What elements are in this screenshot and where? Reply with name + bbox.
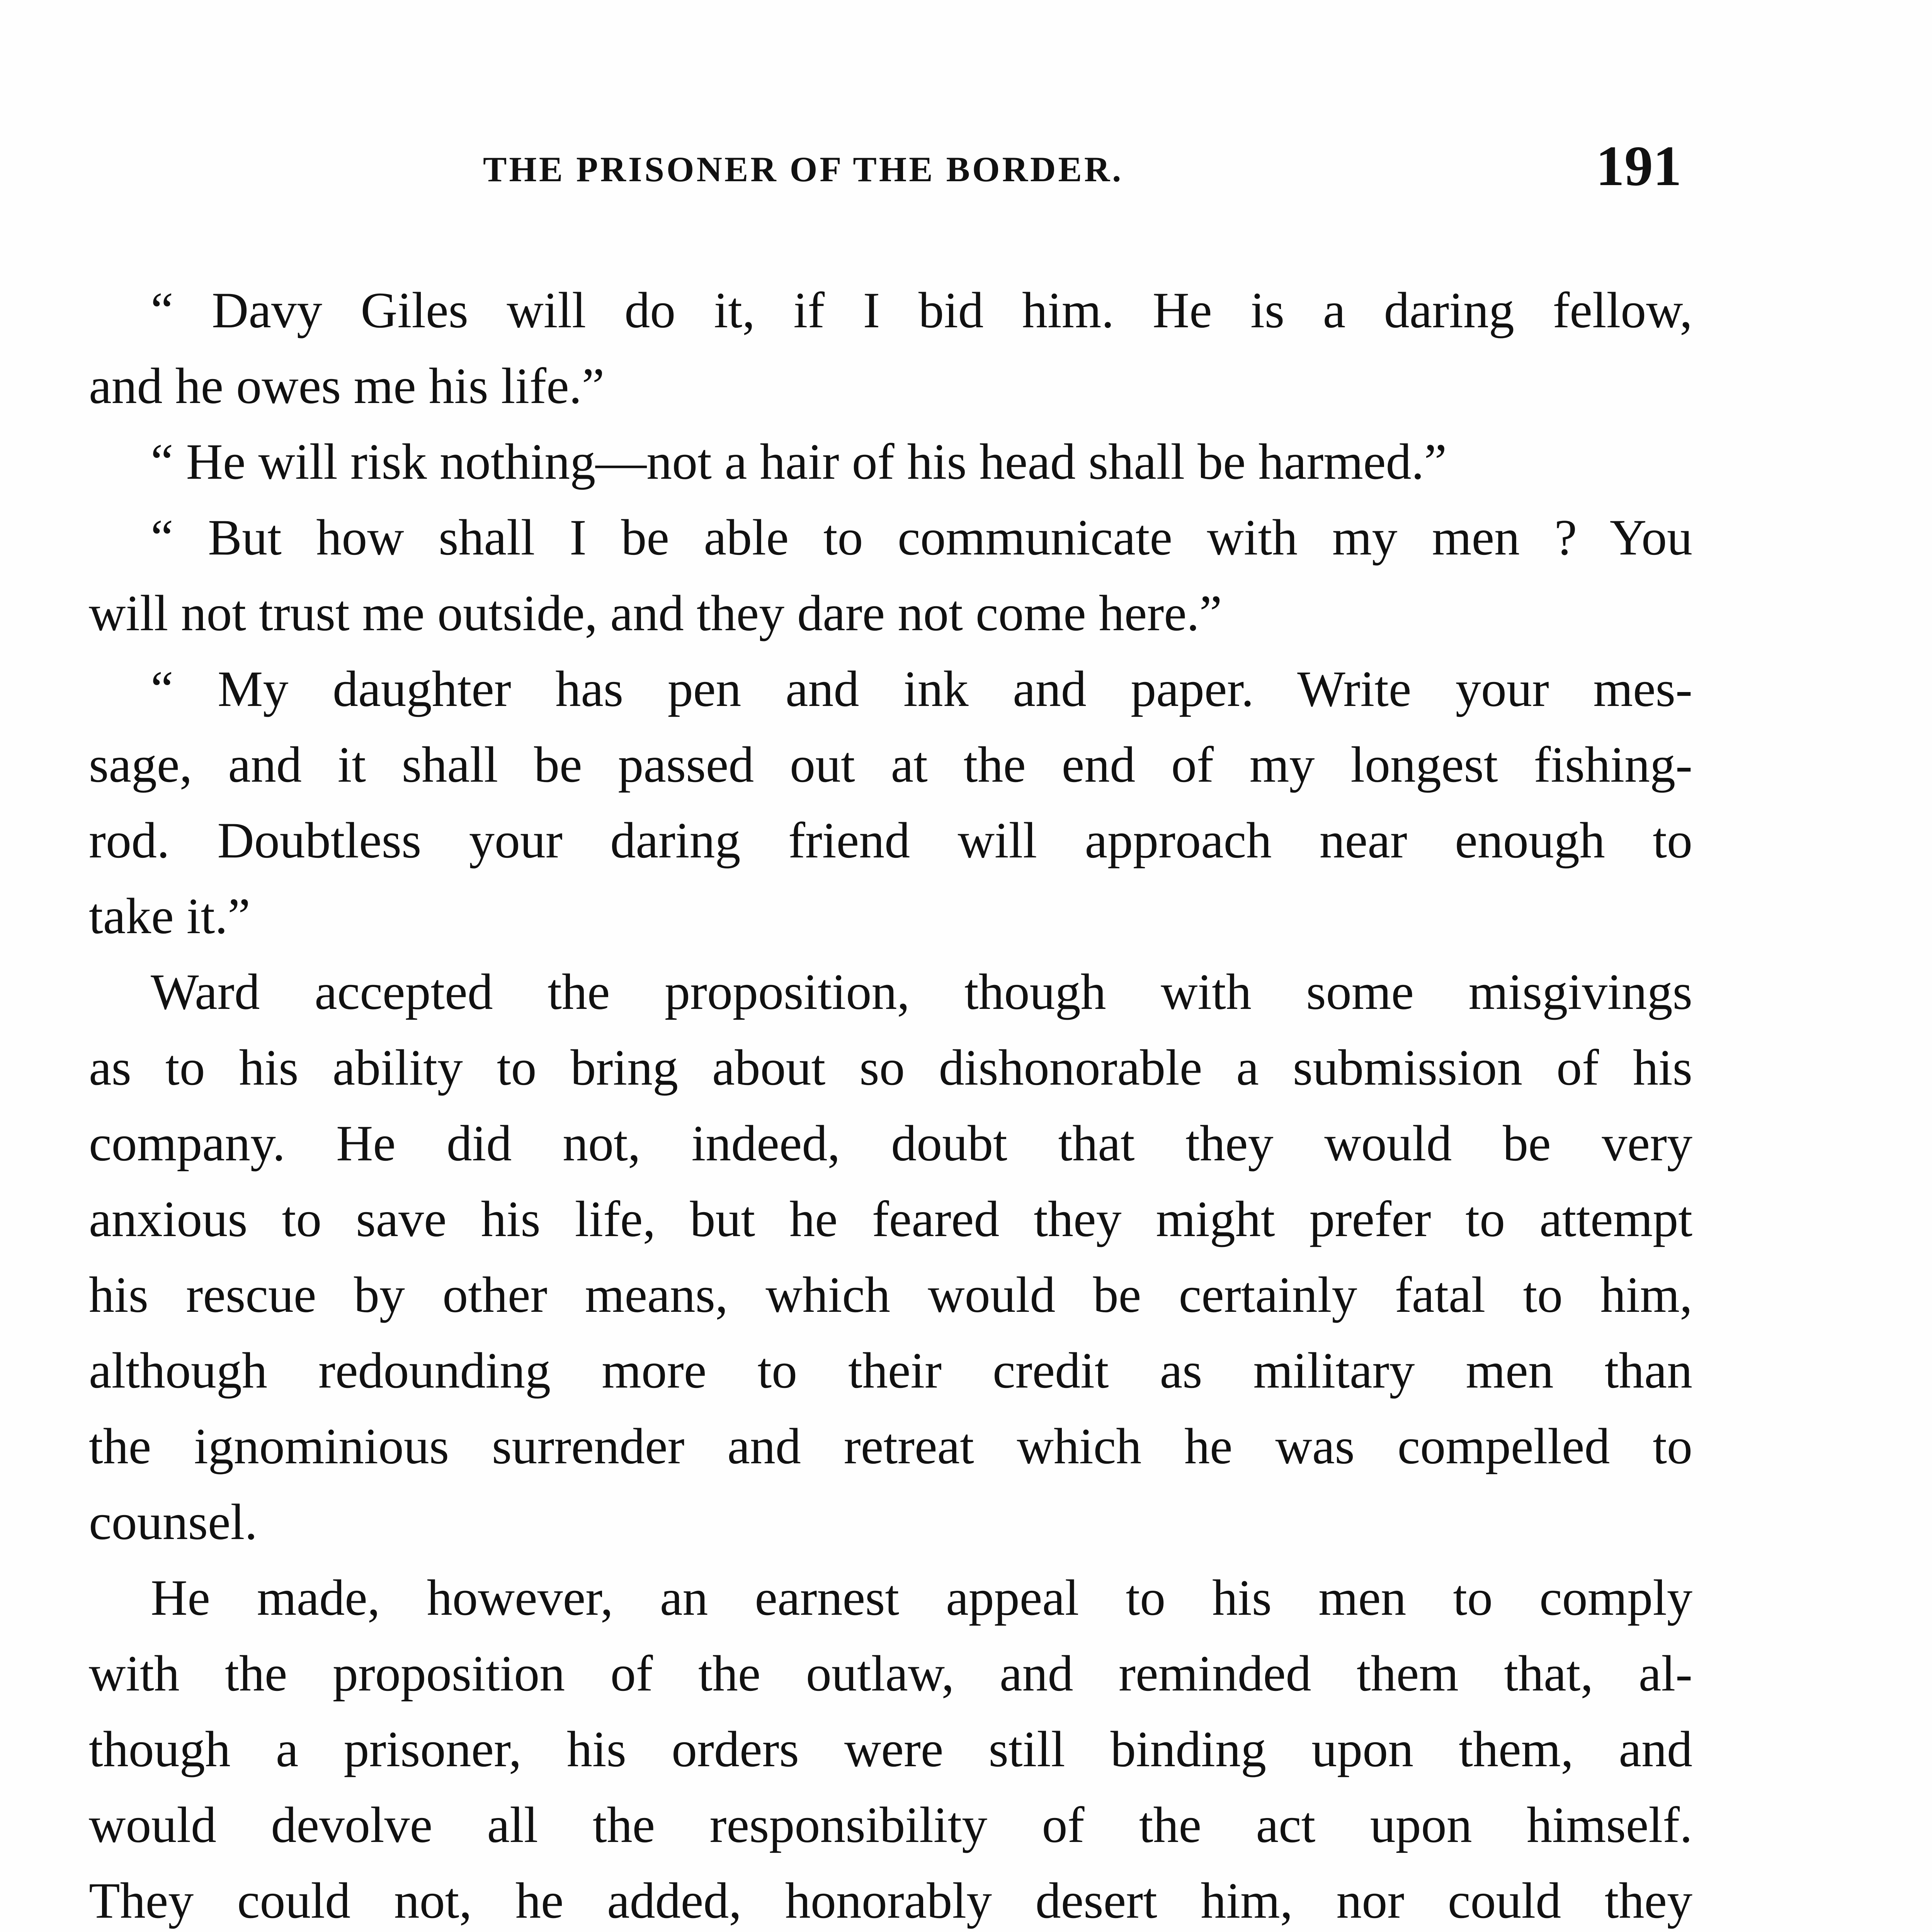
text-line: his rescue by other means, which would be certainly fatal to him, — [89, 1266, 1692, 1323]
text-line: “ Davy Giles will do it, if I bid him. He is a daring fellow, — [151, 282, 1692, 338]
text-line: as to his ability to bring about so dishonorable a submission of his — [89, 1039, 1692, 1096]
text-line: will not trust me outside, and they dare not come here.” — [89, 585, 1222, 641]
text-line: counsel. — [89, 1493, 258, 1550]
text-line: and he owes me his life.” — [89, 357, 605, 414]
text-line: company. He did not, indeed, doubt that they would be very — [89, 1115, 1692, 1172]
text-line: “ But how shall I be able to communicate with my men ? You — [151, 509, 1692, 566]
page-number: 191 — [1596, 134, 1682, 198]
text-line: rod. Doubtless your daring friend will approach near enough to — [89, 812, 1692, 869]
text-line: He made, however, an earnest appeal to his men to comply — [151, 1569, 1692, 1626]
text-line: take it.” — [89, 888, 250, 944]
text-line: Ward accepted the proposition, though with some misgivings — [151, 963, 1692, 1020]
text-line: though a prisoner, his orders were still binding upon them, and — [89, 1721, 1692, 1777]
text-line: anxious to save his life, but he feared they might prefer to attempt — [89, 1190, 1692, 1247]
text-line: sage, and it shall be passed out at the end of my longest fishing- — [89, 736, 1692, 793]
text-line: They could not, he added, honorably desert him, nor could they — [89, 1872, 1692, 1929]
text-line: the ignominious surrender and retreat which he was compelled to — [89, 1418, 1692, 1475]
running-title: THE PRISONER OF THE BORDER. — [483, 150, 1124, 189]
text-line: “ My daughter has pen and ink and paper. Write your mes- — [151, 660, 1692, 717]
text-line: would devolve all the responsibility of the act upon himself. — [89, 1796, 1692, 1853]
text-line: “ He will risk nothing—not a hair of his head shall be harmed.” — [151, 433, 1447, 490]
text-line: with the proposition of the outlaw, and reminded them that, al- — [89, 1645, 1692, 1702]
text-line: although redounding more to their credit as military men than — [89, 1342, 1692, 1399]
body-text — [89, 272, 1692, 1932]
